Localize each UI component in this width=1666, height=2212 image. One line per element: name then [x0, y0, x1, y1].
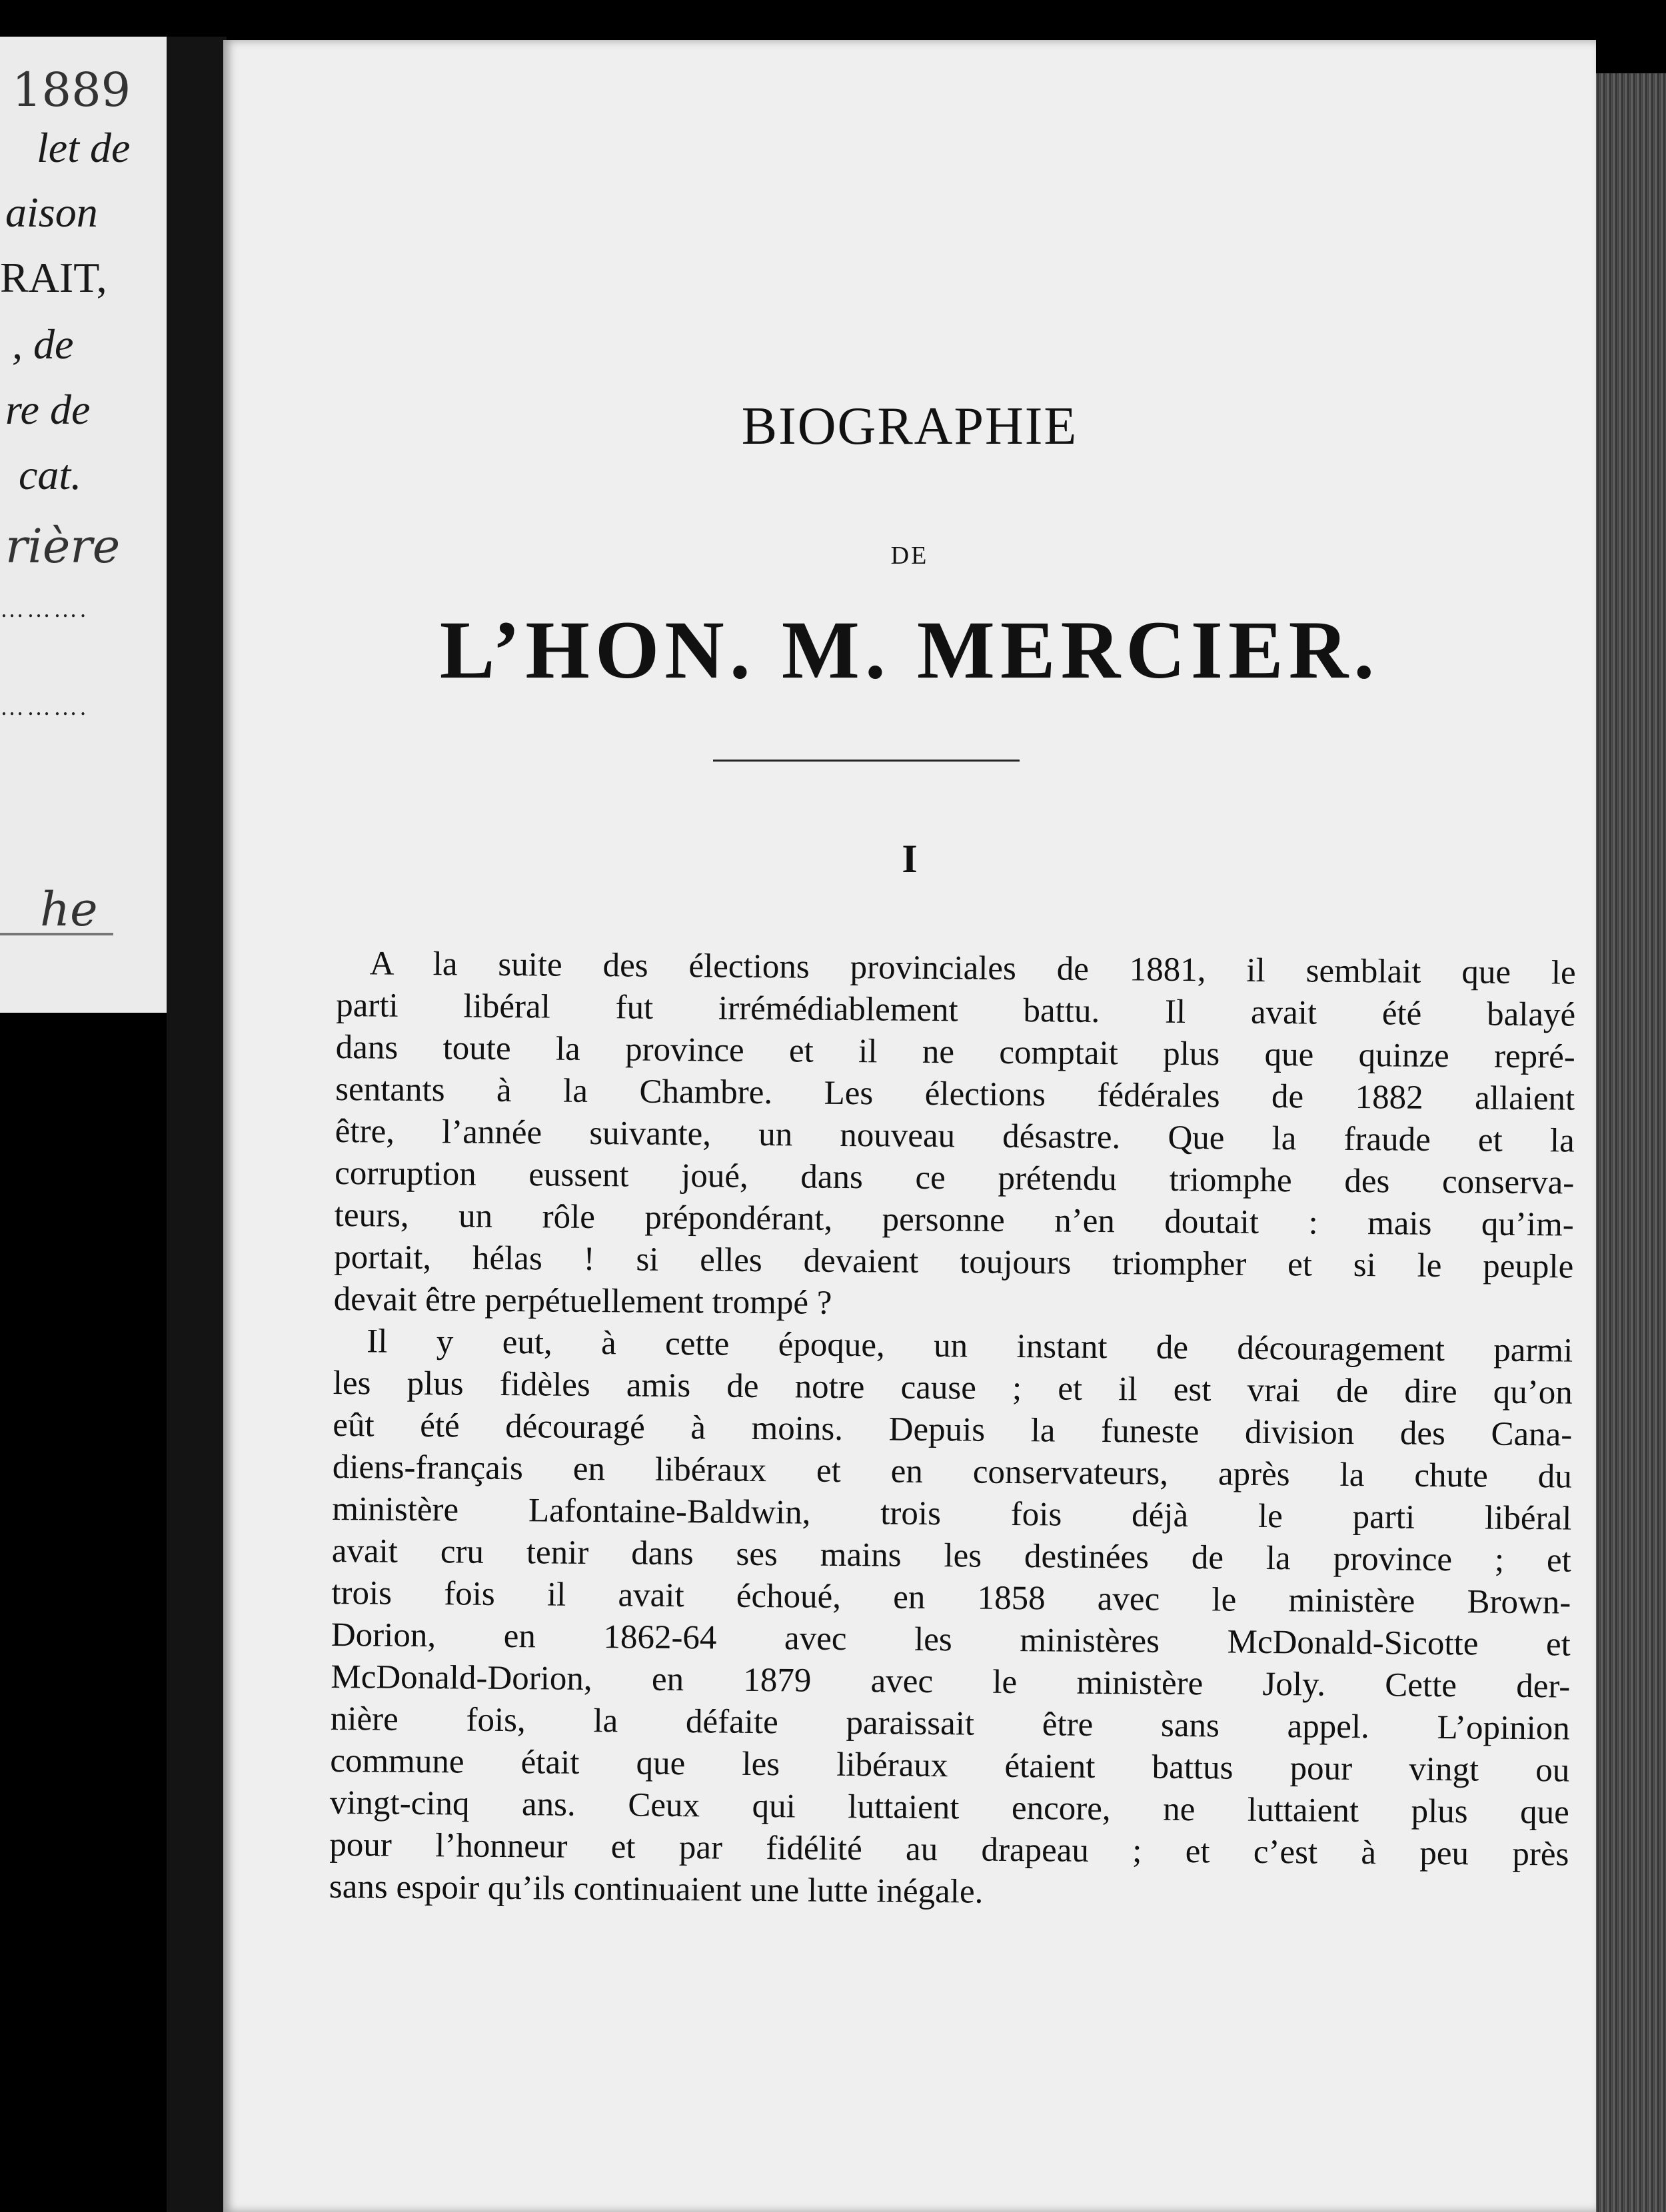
book-gutter — [167, 37, 227, 2212]
slip-line: let de — [37, 124, 131, 171]
text-line: les plus fidèles amis de notre cause ; et il est vrai de dire qu’on — [333, 1364, 1573, 1412]
page-title: BIOGRAPHIE — [741, 397, 1078, 456]
text-line: teurs, un rôle prépondérant, personne n’en doutait : mais qu’im- — [334, 1196, 1574, 1244]
text-line: ministère Lafontaine-Baldwin, trois fois déjà le parti libéral — [332, 1490, 1572, 1538]
book-page — [223, 40, 1596, 2212]
title-rule — [713, 760, 1020, 762]
handwritten-year: 1889 — [12, 63, 131, 117]
text-line: Il y eut, à cette époque, un instant de découragement parmi — [367, 1323, 1573, 1370]
text-line: eût été découragé à moins. Depuis la funeste division des Cana- — [333, 1406, 1573, 1454]
slip-line: re de — [5, 386, 91, 433]
slip-line: RAIT, — [0, 254, 107, 301]
paragraph-1 — [334, 943, 1576, 1331]
faint-handwriting: rière — [5, 519, 121, 574]
subject-name: L’HON. M. MERCIER. — [439, 604, 1380, 696]
page-edges — [1594, 73, 1666, 2212]
dotted-line: ………. — [0, 694, 89, 720]
slip-line: cat. — [19, 451, 82, 498]
text-line: commune était que les libéraux étaient battus pour vingt ou — [330, 1742, 1570, 1790]
text-line: dans toute la province et il ne comptait plus que quinze repré- — [335, 1028, 1575, 1076]
title-preposition: DE — [890, 542, 929, 570]
text-line: devait être perpétuellement trompé ? — [333, 1280, 832, 1322]
text-line: avait cru tenir dans ses mains les destinées de la province ; et — [331, 1532, 1571, 1580]
text-line: corruption eussent joué, dans ce prétendu triomphe des conserva- — [335, 1154, 1575, 1202]
dotted-line: ………. — [0, 596, 89, 622]
text-line: pour l’honneur et par fidélité au drapeau ; et c’est à peu près — [329, 1826, 1569, 1874]
text-line: Dorion, en 1862-64 avec les ministères McDonald-Sicotte et — [331, 1616, 1571, 1664]
text-line: trois fois il avait échoué, en 1858 avec le ministère Brown- — [331, 1574, 1571, 1622]
underline — [0, 933, 113, 935]
text-line: sentants à la Chambre. Les élections fédérales de 1882 allaient — [335, 1070, 1575, 1118]
text-line: parti libéral fut irrémédiablement battu. Il avait été balayé — [336, 986, 1576, 1034]
text-line: diens-français en libéraux et en conservateurs, après la chute du — [332, 1448, 1572, 1496]
handwritten-word: he — [40, 882, 98, 937]
text-line: sans espoir qu’ils continuaient une lutte inégale. — [329, 1868, 984, 1911]
text-line: vingt-cinq ans. Ceux qui luttaient encore, ne luttaient plus que — [329, 1784, 1570, 1832]
text-line: McDonald-Dorion, en 1879 avec le ministère Joly. Cette der- — [331, 1658, 1571, 1706]
slip-line: aison — [5, 189, 98, 236]
paragraph-2 — [329, 1321, 1573, 1918]
text-line: portait, hélas ! si elles devaient toujours triompher et si le peuple — [334, 1238, 1574, 1286]
text-line: nière fois, la défaite paraissait être sans appel. L’opinion — [330, 1700, 1571, 1748]
text-line: être, l’année suivante, un nouveau désastre. Que la fraude et la — [335, 1112, 1575, 1160]
section-number: I — [902, 837, 918, 881]
slip-line: , de — [12, 320, 74, 368]
body-text — [329, 943, 1576, 1918]
text-line: A la suite des élections provinciales de 1881, il semblait que le — [369, 945, 1576, 992]
adjacent-page-slip — [0, 37, 167, 1013]
